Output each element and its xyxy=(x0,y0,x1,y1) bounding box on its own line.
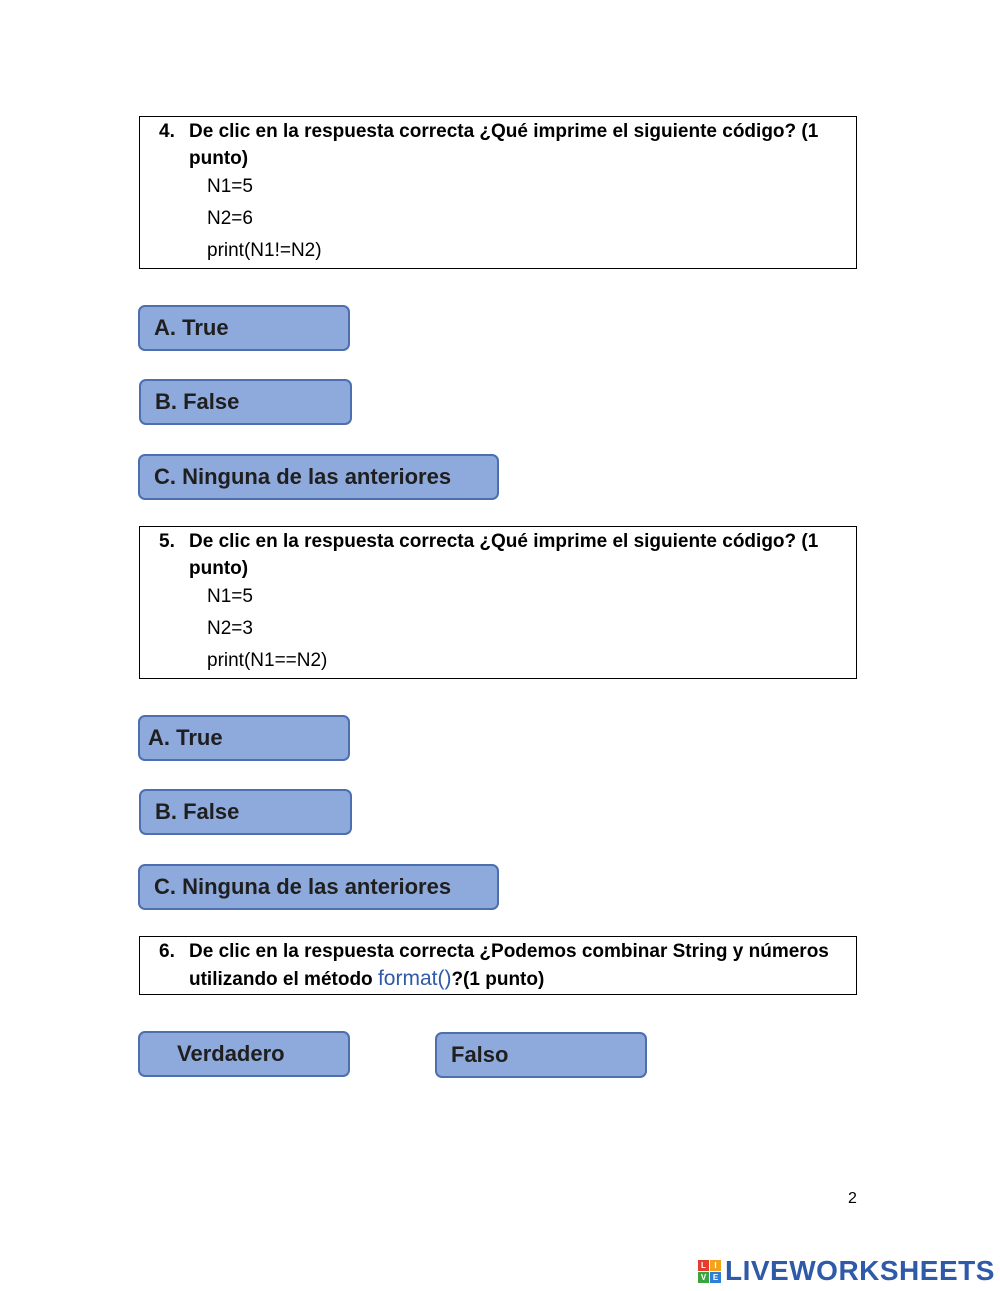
question-5-box xyxy=(139,526,857,679)
q4-option-c-button[interactable]: C. Ninguna de las anteriores xyxy=(138,454,499,500)
question-4-number: 4. xyxy=(159,121,175,142)
q6-true-button[interactable]: Verdadero xyxy=(138,1031,350,1077)
logo-mark-icon xyxy=(698,1260,721,1283)
q4-option-a-button[interactable]: A. True xyxy=(138,305,350,351)
question-6-text-after: ?(1 punto) xyxy=(451,969,545,990)
code-line: N2=3 xyxy=(207,618,253,639)
question-4-box xyxy=(139,116,857,269)
question-6-text-before: De clic en la respuesta correcta ¿Podemos combinar String y números utilizando el método xyxy=(189,941,829,990)
method-name: format() xyxy=(377,967,452,990)
code-line: print(N1==N2) xyxy=(207,650,328,671)
question-6-text xyxy=(189,938,846,993)
code-line: N1=5 xyxy=(207,586,253,607)
q4-option-b-button[interactable]: B. False xyxy=(139,379,352,425)
question-6-box xyxy=(139,936,857,995)
logo-mark-letter: I xyxy=(710,1260,721,1271)
logo-mark-letter: V xyxy=(698,1272,709,1283)
q5-option-b-button[interactable]: B. False xyxy=(139,789,352,835)
q5-option-a-button[interactable]: A. True xyxy=(138,715,350,761)
q6-false-button[interactable]: Falso xyxy=(435,1032,647,1078)
logo-text: LIVEWORKSHEETS xyxy=(725,1255,995,1286)
page-number: 2 xyxy=(848,1190,857,1207)
question-6-number: 6. xyxy=(159,941,175,962)
question-4-text: De clic en la respuesta correcta ¿Qué imprime el siguiente código? (1 punto) xyxy=(189,121,819,169)
code-line: N1=5 xyxy=(207,176,253,197)
question-6-title xyxy=(159,938,846,993)
q5-option-c-button[interactable]: C. Ninguna de las anteriores xyxy=(138,864,499,910)
question-4-title xyxy=(159,118,846,172)
code-line: N2=6 xyxy=(207,208,253,229)
question-5-text: De clic en la respuesta correcta ¿Qué imprime el siguiente código? (1 punto) xyxy=(189,531,819,579)
code-line: print(N1!=N2) xyxy=(207,240,322,261)
question-5-number: 5. xyxy=(159,531,175,552)
liveworksheets-logo xyxy=(698,1253,995,1289)
question-5-title xyxy=(159,528,846,582)
logo-mark-letter: E xyxy=(710,1272,721,1283)
logo-mark-letter: L xyxy=(698,1260,709,1271)
